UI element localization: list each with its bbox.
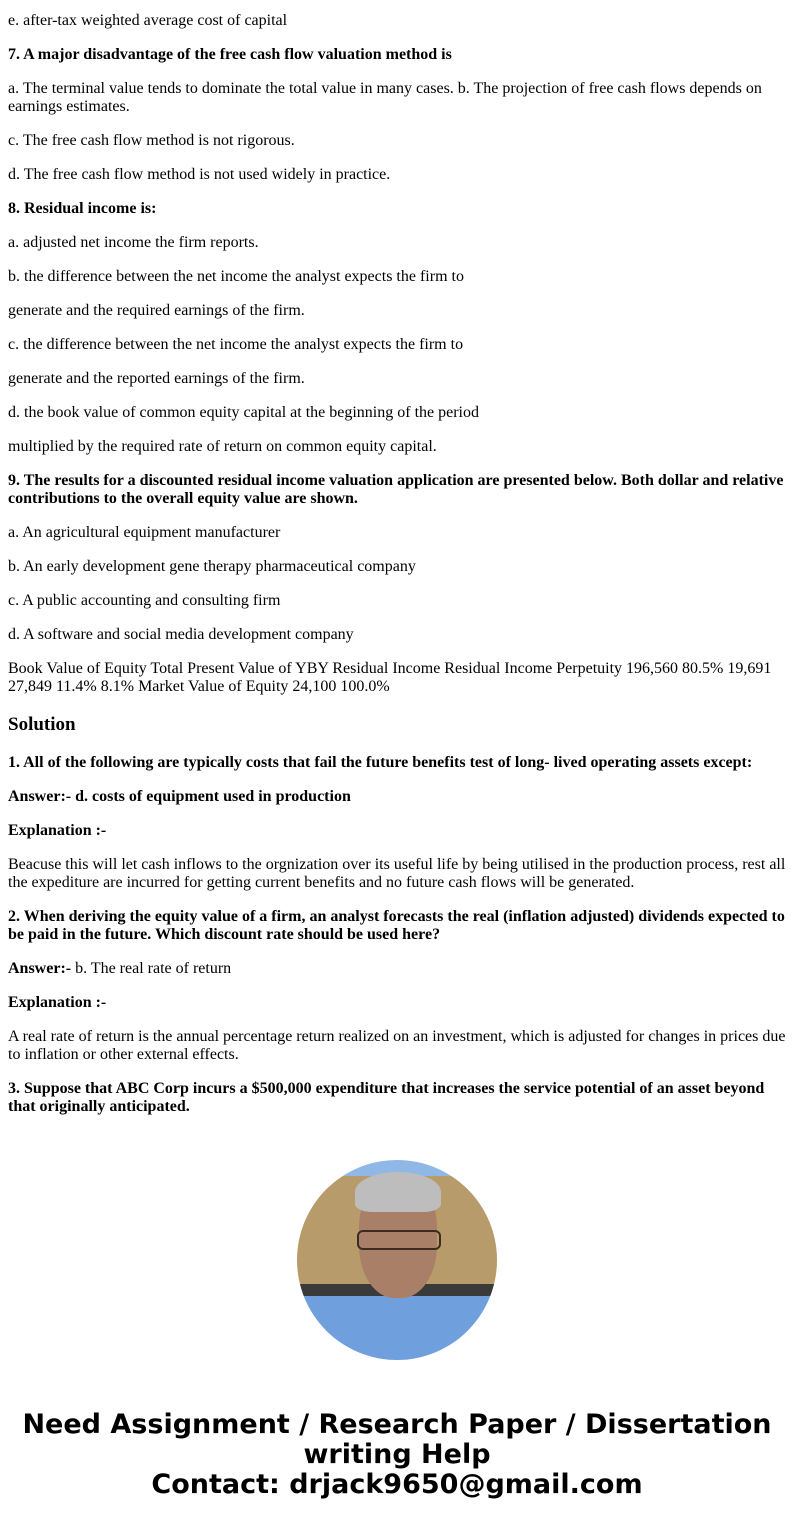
question-2: 2. When deriving the equity value of a firm, an analyst forecasts the real (inflation adjusted) dividends expected to be paid in the future. Which discount rate should be used here? — [8, 908, 785, 943]
paragraph: 8. Residual income is: — [8, 200, 157, 217]
paragraph: c. The free cash flow method is not rigorous. — [8, 132, 295, 149]
paragraph: a. The terminal value tends to dominate the total value in many cases. b. The projection of free cash flows depends on earnings estimates. — [8, 80, 762, 115]
paragraph: 7. A major disadvantage of the free cash flow valuation method is — [8, 46, 452, 63]
paragraph: d. The free cash flow method is not used widely in practice. — [8, 166, 391, 183]
answer-2: Answer:- b. The real rate of return — [8, 960, 232, 977]
solution-heading: Solution — [8, 714, 76, 735]
paragraph: c. the difference between the net income the analyst expects the firm to — [8, 336, 464, 353]
glasses — [357, 1230, 441, 1250]
question-1: 1. All of the following are typically costs that fail the future benefits test of long- lived operating assets except: — [8, 754, 753, 771]
paragraph: c. A public accounting and consulting firm — [8, 592, 281, 609]
paragraph: multiplied by the required rate of return on common equity capital. — [8, 438, 437, 455]
paragraph: a. adjusted net income the firm reports. — [8, 234, 259, 251]
paragraph: generate and the required earnings of the firm. — [8, 302, 305, 319]
paragraph: Book Value of Equity Total Present Value of YBY Residual Income Residual Income Perpetuity 196,560 80.5% 19,691 27,849 11.4% 8.1% Market Value of Equity 24,100 100.0% — [8, 660, 772, 695]
paragraph: b. the difference between the net income the analyst expects the firm to — [8, 268, 464, 285]
paragraph: e. after-tax weighted average cost of capital — [8, 12, 288, 29]
explanation-1-label: Explanation :- — [8, 822, 107, 839]
paragraph: a. An agricultural equipment manufacturer — [8, 524, 281, 541]
paragraph: 9. The results for a discounted residual income valuation application are presented below. Both dollar and relative contributions to the overall equity value are shown. — [8, 472, 784, 507]
explanation-1: Beacuse this will let cash inflows to the orgnization over its useful life by being utilised in the production process, rest all the expediture are incurred for getting current benefits and no future cash flows will be generated. — [8, 856, 786, 891]
hair — [355, 1172, 441, 1212]
contact-banner — [8, 1410, 786, 1500]
explanation-2: A real rate of return is the annual percentage return realized on an investment, which is adjusted for changes in prices due to inflation or other external effects. — [8, 1028, 786, 1063]
paragraph: d. A software and social media development company — [8, 626, 354, 643]
question-3: 3. Suppose that ABC Corp incurs a $500,000 expenditure that increases the service potential of an asset beyond that originally anticipated. — [8, 1080, 765, 1115]
author-photo — [297, 1160, 497, 1360]
explanation-2-label: Explanation :- — [8, 994, 107, 1011]
paragraph: d. the book value of common equity capital at the beginning of the period — [8, 404, 479, 421]
banner-contact: Contact: drjack9650@gmail.com — [151, 1469, 643, 1500]
banner-headline: Need Assignment / Research Paper / Dissertation writing Help — [22, 1409, 772, 1470]
document-body — [8, 12, 786, 1500]
paragraph: b. An early development gene therapy pharmaceutical company — [8, 558, 416, 575]
questions-section — [8, 12, 786, 696]
answer-1: Answer:- d. costs of equipment used in production — [8, 788, 351, 805]
paragraph: generate and the reported earnings of the firm. — [8, 370, 305, 387]
